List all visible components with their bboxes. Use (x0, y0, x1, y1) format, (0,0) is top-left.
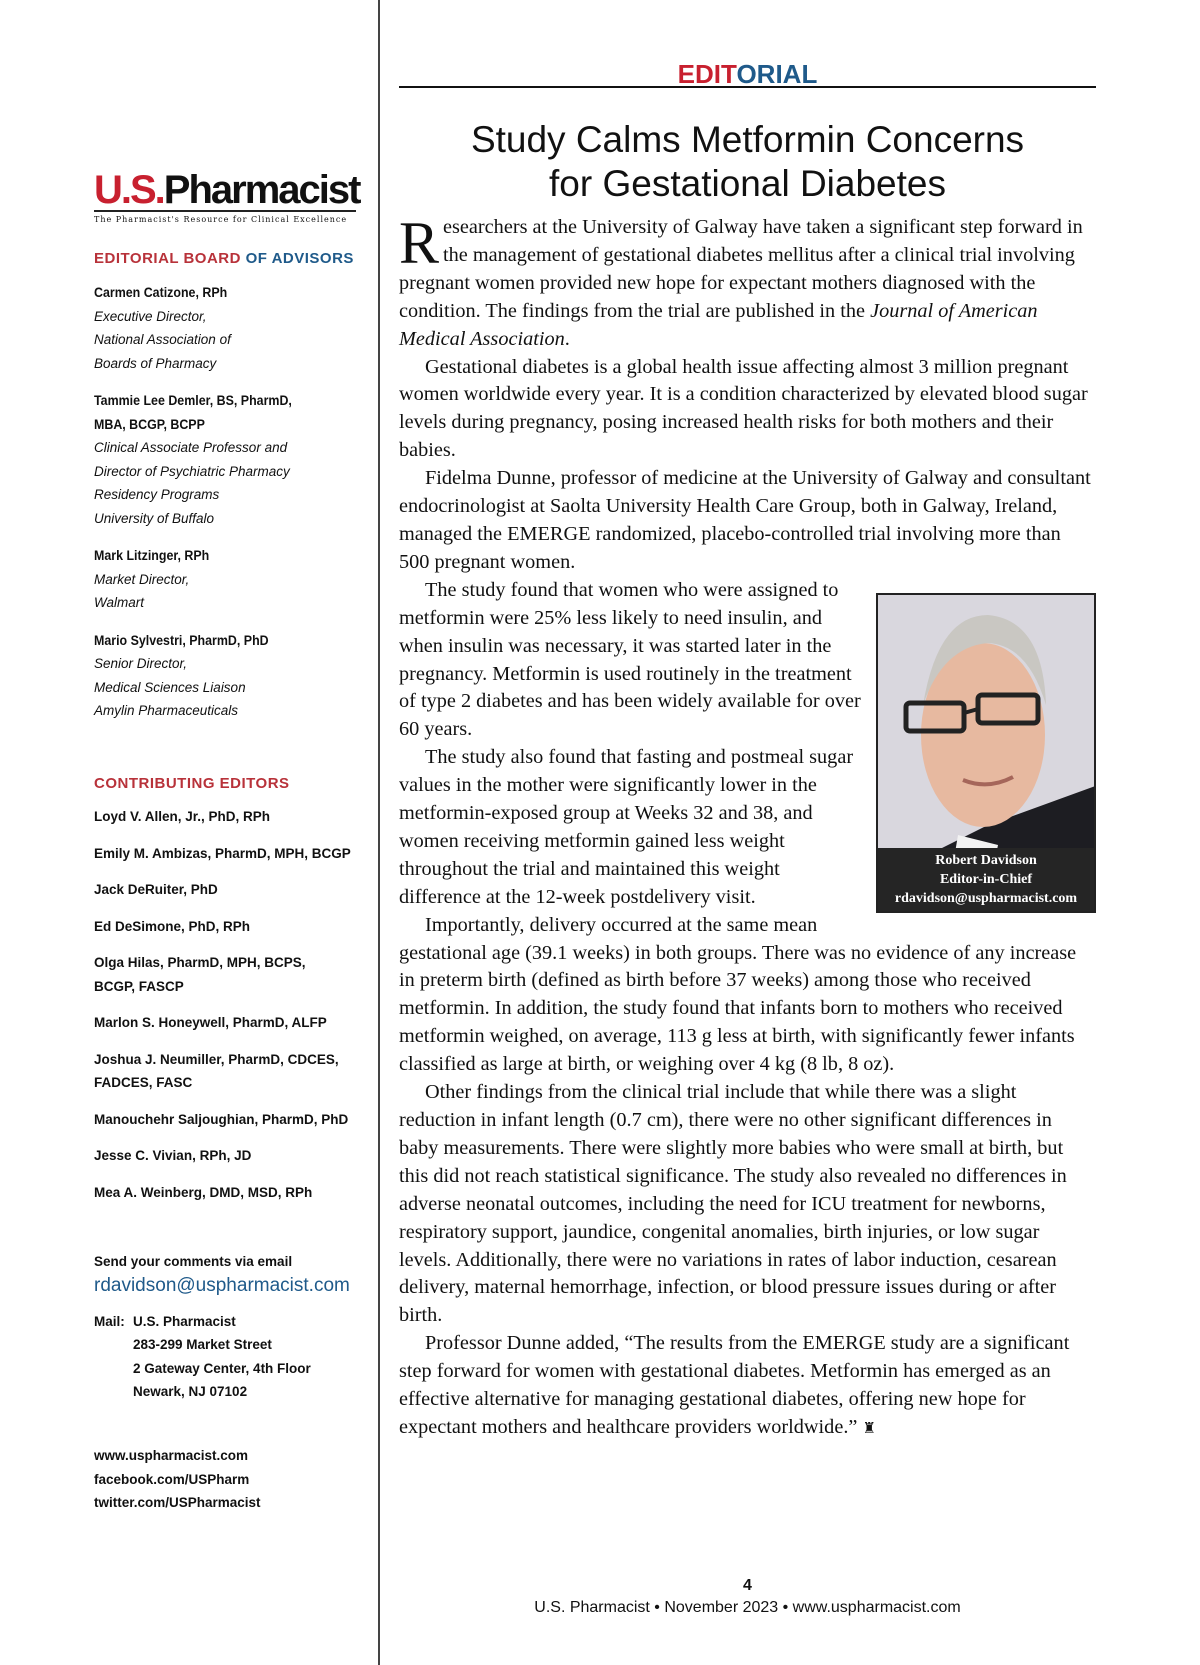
board-member (94, 389, 374, 530)
twitter-link[interactable]: twitter.com/USPharmacist (94, 1495, 261, 1510)
editor-name: Marlon S. Honeywell, PharmD, ALFP (94, 1015, 327, 1030)
board-member (94, 544, 374, 615)
paragraph-text: esearchers at the University of Galway have taken a significant step forward in the management of gestational diabetes mellitus after a clinical trial involving pregnant women provided new hope for expectant mothers diagnosed with the condition. The findings from the trial are published in the (399, 216, 1083, 322)
member-name: Carmen Catizone, RPh (94, 285, 228, 300)
editor-name: BCGP, FASCP (94, 978, 184, 994)
title-line: Study Calms Metformin Concerns (470, 119, 1025, 160)
address-line: 2 Gateway Center, 4th Floor (133, 1360, 311, 1376)
member-role: Residency Programs (94, 487, 220, 502)
editor-name: Ed DeSimone, PhD, RPh (94, 918, 251, 934)
comments-label: Send your comments via email (94, 1254, 293, 1269)
logo-pharmacist: Pharmacist (163, 168, 360, 212)
board-title-blue: OF ADVISORS (245, 250, 354, 267)
title-line: for Gestational Diabetes (549, 163, 946, 204)
paragraph: The study found that women who were assigned to metformin were 25% less likely to need insulin, and when insulin was necessary, it was started later in the pregnancy. Metformin is used routinely in the treatment of type 2 diabetes and has been widely available for over 60 years. (399, 578, 861, 741)
photo-caption (878, 848, 1094, 911)
mail-label: Mail: (94, 1313, 125, 1329)
member-name: Mark Litzinger, RPh (94, 548, 210, 563)
address-line: Newark, NJ 07102 (133, 1384, 248, 1399)
editor-name: FADCES, FASC (94, 1075, 193, 1090)
member-role: Market Director, (94, 571, 190, 587)
editor-name: Jesse C. Vivian, RPh, JD (94, 1148, 252, 1163)
logo-tagline: The Pharmacist's Resource for Clinical Excellence (94, 210, 356, 224)
address-line: U.S. Pharmacist (133, 1313, 236, 1329)
board-title-red: EDITORIAL BOARD (94, 250, 241, 267)
web-links (94, 1444, 374, 1515)
editorial-board (94, 250, 374, 723)
article-title (399, 118, 1096, 206)
member-role: Executive Director, (94, 308, 207, 324)
member-role: Senior Director, (94, 656, 188, 671)
kicker-red: EDIT (677, 59, 737, 89)
section-kicker (399, 60, 1096, 88)
column-divider (378, 0, 380, 1665)
footer-line: U.S. Pharmacist • November 2023 • www.uspharmacist.com (534, 1599, 961, 1616)
paragraph: Other findings from the clinical trial include that while there was a slight reduction in infant length (0.7 cm), there were no other significant differences in baby measurements. There were slightly more babies who were small at birth, but this did not reach statistical significance. The study also revealed no differences in adverse neonatal outcomes, including the need for ICU treatment for newborns, respiratory support, jaundice, congenital anomalies, birth injuries, or low sugar levels. Additionally, there were no variations in rates of labor induction, cesarean delivery, maternal hemorrhage, infection, or blood pressure issues during or after birth. (399, 1081, 1067, 1327)
page-number: 4 (743, 1577, 752, 1594)
editor-photo (876, 593, 1096, 913)
contributing-editors (94, 775, 374, 1204)
paragraph (399, 1330, 1096, 1444)
member-name: MBA, BCGP, BCPP (94, 416, 205, 432)
member-role: Director of Psychiatric Pharmacy (94, 463, 290, 479)
editor-name: Loyd V. Allen, Jr., PhD, RPh (94, 809, 271, 824)
paragraph: The study also found that fasting and postmeal sugar values in the mother were significantly lower in the metformin-exposed group at Weeks 32 and 38, and women receiving metformin gained less weight throughout the trial and maintained this weight difference at the 12-week postdelivery visit. (399, 746, 854, 908)
article-body (399, 210, 1096, 1444)
paragraph (399, 210, 1096, 354)
member-role: Amylin Pharmaceuticals (94, 703, 239, 718)
address-line: 283-299 Market Street (133, 1337, 272, 1352)
contributing-title: CONTRIBUTING EDITORS (94, 775, 290, 792)
member-role: Clinical Associate Professor and (94, 440, 288, 455)
member-role: Walmart (94, 595, 145, 610)
member-role: National Association of (94, 332, 231, 347)
website-link[interactable]: www.uspharmacist.com (94, 1448, 249, 1463)
contact-email-link[interactable]: rdavidson@uspharmacist.com (94, 1274, 350, 1296)
board-title (94, 250, 374, 267)
drop-cap: R (399, 210, 440, 276)
editor-name: Emily M. Ambizas, PharmD, MPH, BCGP (94, 845, 351, 861)
facebook-link[interactable]: facebook.com/USPharm (94, 1471, 250, 1487)
end-mark-icon: ♜ (862, 1420, 876, 1437)
member-role: Boards of Pharmacy (94, 355, 217, 371)
member-role: Medical Sciences Liaison (94, 679, 246, 695)
paragraph: Importantly, delivery occurred at the same mean gestational age (39.1 weeks) in both groups. There was no evidence of any increase in preterm birth (defined as birth before 37 weeks) among those who received metformin. In addition, the study found that infants born to mothers who received metformin weighed, on average, 113 g less at birth, with significantly fewer infants classified as large at birth, or weighing over 4 kg (8 lb, 8 oz). (399, 913, 1077, 1076)
member-name: Tammie Lee Demler, BS, PharmD, (94, 393, 292, 408)
kicker-blue: ORIAL (736, 59, 818, 89)
editor-name: Robert Davidson (935, 852, 1037, 868)
page-footer (399, 1575, 1096, 1619)
board-member (94, 281, 374, 375)
editor-name: Manouchehr Saljoughian, PharmD, PhD (94, 1111, 349, 1127)
paragraph-text: . (564, 327, 570, 350)
member-role: University of Buffalo (94, 510, 215, 526)
logo-us: U.S. (94, 168, 164, 212)
member-name: Mario Sylvestri, PharmD, PhD (94, 632, 269, 648)
editor-name: Joshua J. Neumiller, PharmD, CDCES, (94, 1051, 339, 1067)
journal-name: Journal of American Medical Association (399, 299, 1038, 350)
paragraph-text: Professor Dunne added, “The results from the EMERGE study are a significant step forward for women with gestational diabetes. Metformin has emerged as an effective alternative for managing gestational diabetes, offering new hope for expectant mothers and healthcare providers worldwide.” (399, 1332, 1070, 1438)
board-member (94, 629, 374, 723)
us-pharmacist-logo (94, 168, 360, 224)
editor-email[interactable]: rdavidson@uspharmacist.com (894, 890, 1078, 906)
editor-name: Mea A. Weinberg, DMD, MSD, RPh (94, 1184, 313, 1200)
paragraph: Fidelma Dunne, professor of medicine at the University of Galway and consultant endocrinologist at Saolta University Health Care Group, both in Galway, Ireland, managed the EMERGE randomized, placebo-controlled trial involving more than 500 pregnant women. (399, 467, 1091, 573)
editor-name: Jack DeRuiter, PhD (94, 882, 218, 897)
mail-address (94, 1310, 374, 1404)
paragraph: Gestational diabetes is a global health issue affecting almost 3 million pregnant women worldwide every year. It is a condition characterized by elevated blood sugar levels during pregnancy, posing increased health risks for both mothers and their babies. (399, 355, 1088, 462)
editor-name: Olga Hilas, PharmD, MPH, BCPS, (94, 955, 306, 970)
editor-title: Editor-in-Chief (939, 871, 1033, 887)
contact-info (94, 1250, 374, 1404)
